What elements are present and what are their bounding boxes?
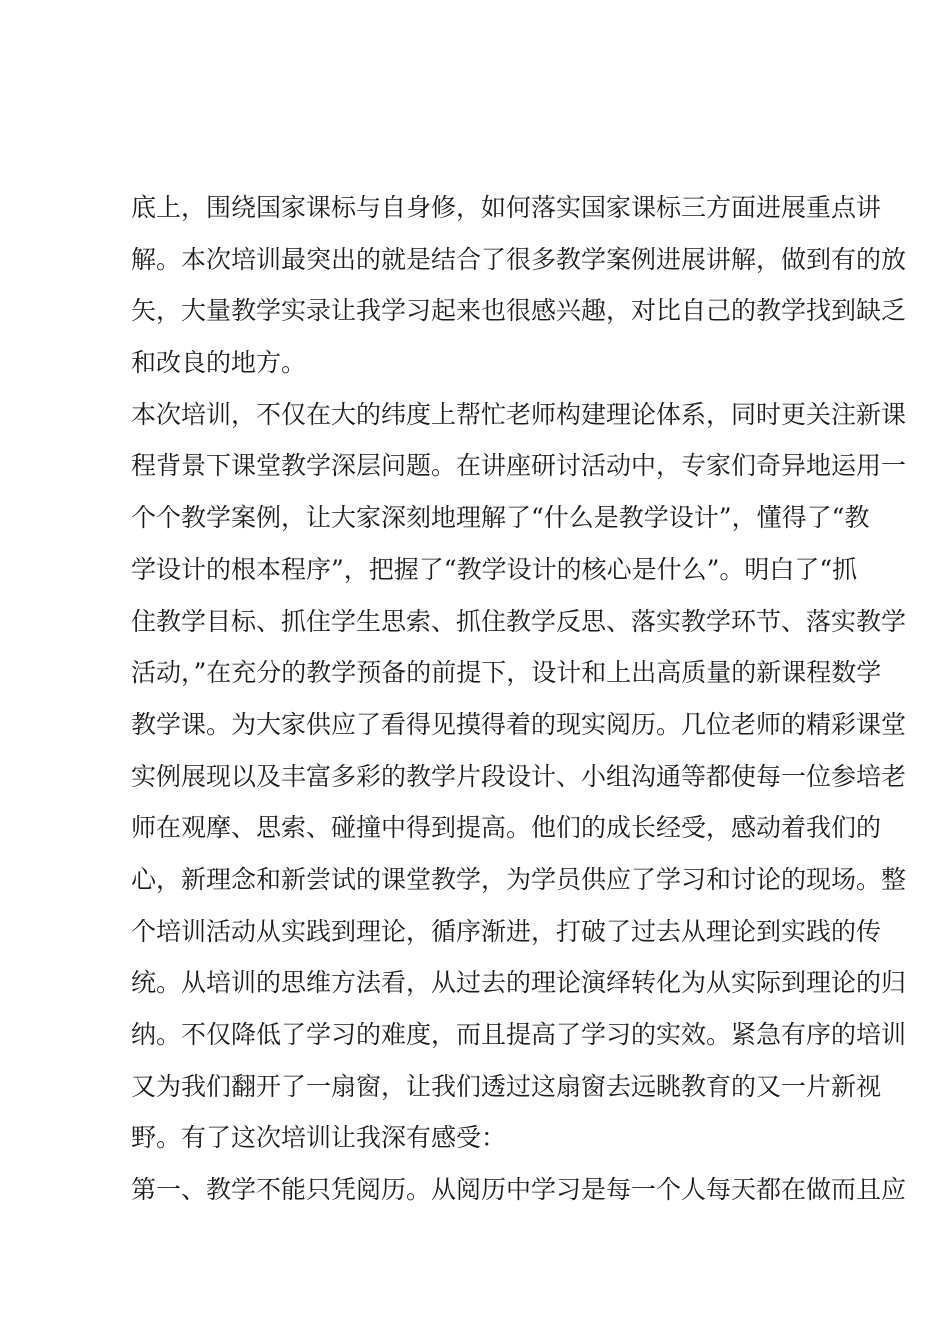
text-line: 师在观摩、思索、碰撞中得到提高。他们的成长经受，感动着我们的 xyxy=(131,813,882,843)
text-line: 和改良的地方。 xyxy=(131,348,307,378)
text-line: 解。本次培训最突出的就是结合了很多教学案例进展讲解，做到有的放 xyxy=(131,244,907,274)
text-line: 矢，大量教学实录让我学习起来也很感兴趣，对比自己的教学找到缺乏 xyxy=(131,296,907,326)
text-line: 住教学目标、抓住学生思索、抓住教学反思、落实教学环节、落实教学 xyxy=(131,606,907,636)
text-line: 活动，”在充分的教学预备的前提下，设计和上出高质量的新课程数学 xyxy=(131,658,882,688)
text-line: 纳。不仅降低了学习的难度，而且提高了学习的实效。紧急有序的培训 xyxy=(131,1020,907,1049)
text-line: 程背景下课堂教学深层问题。在讲座研讨活动中，专家们奇异地运用一 xyxy=(131,451,907,481)
text-line: 又为我们翻开了一扇窗，让我们透过这扇窗去远眺教育的又一片新视 xyxy=(131,1071,882,1101)
text-line: 个个教学案例，让大家深刻地理解了“什么是教学设计”，懂得了“教 xyxy=(131,503,870,533)
text-line: 个培训活动从实践到理论，循序渐进，打破了过去从理论到实践的传 xyxy=(131,916,882,946)
document-body xyxy=(131,182,907,1216)
text-line: 底上，围绕国家课标与自身修，如何落实国家课标三方面进展重点讲 xyxy=(131,193,882,222)
text-line: 统。从培训的思维方法看，从过去的理论演绎转化为从实际到理论的归 xyxy=(131,968,907,998)
text-line: 教学课。为大家供应了看得见摸得着的现实阅历。几位老师的精彩课堂 xyxy=(131,709,907,739)
text-line: 实例展现以及丰富多彩的教学片段设计、小组沟通等都使每一位参培老 xyxy=(131,761,907,791)
text-line: 本次培训，不仅在大的纬度上帮忙老师构建理论体系，同时更关注新课 xyxy=(131,399,907,429)
text-line: 第一、教学不能只凭阅历。从阅历中学习是每一个人每天都在做而且应 xyxy=(131,1175,907,1205)
text-line: 心，新理念和新尝试的课堂教学，为学员供应了学习和讨论的现场。整 xyxy=(131,864,907,894)
text-line: 野。有了这次培训让我深有感受： xyxy=(131,1123,507,1153)
text-line: 学设计的根本程序”，把握了“教学设计的核心是什么”。明白了“抓 xyxy=(131,554,858,584)
